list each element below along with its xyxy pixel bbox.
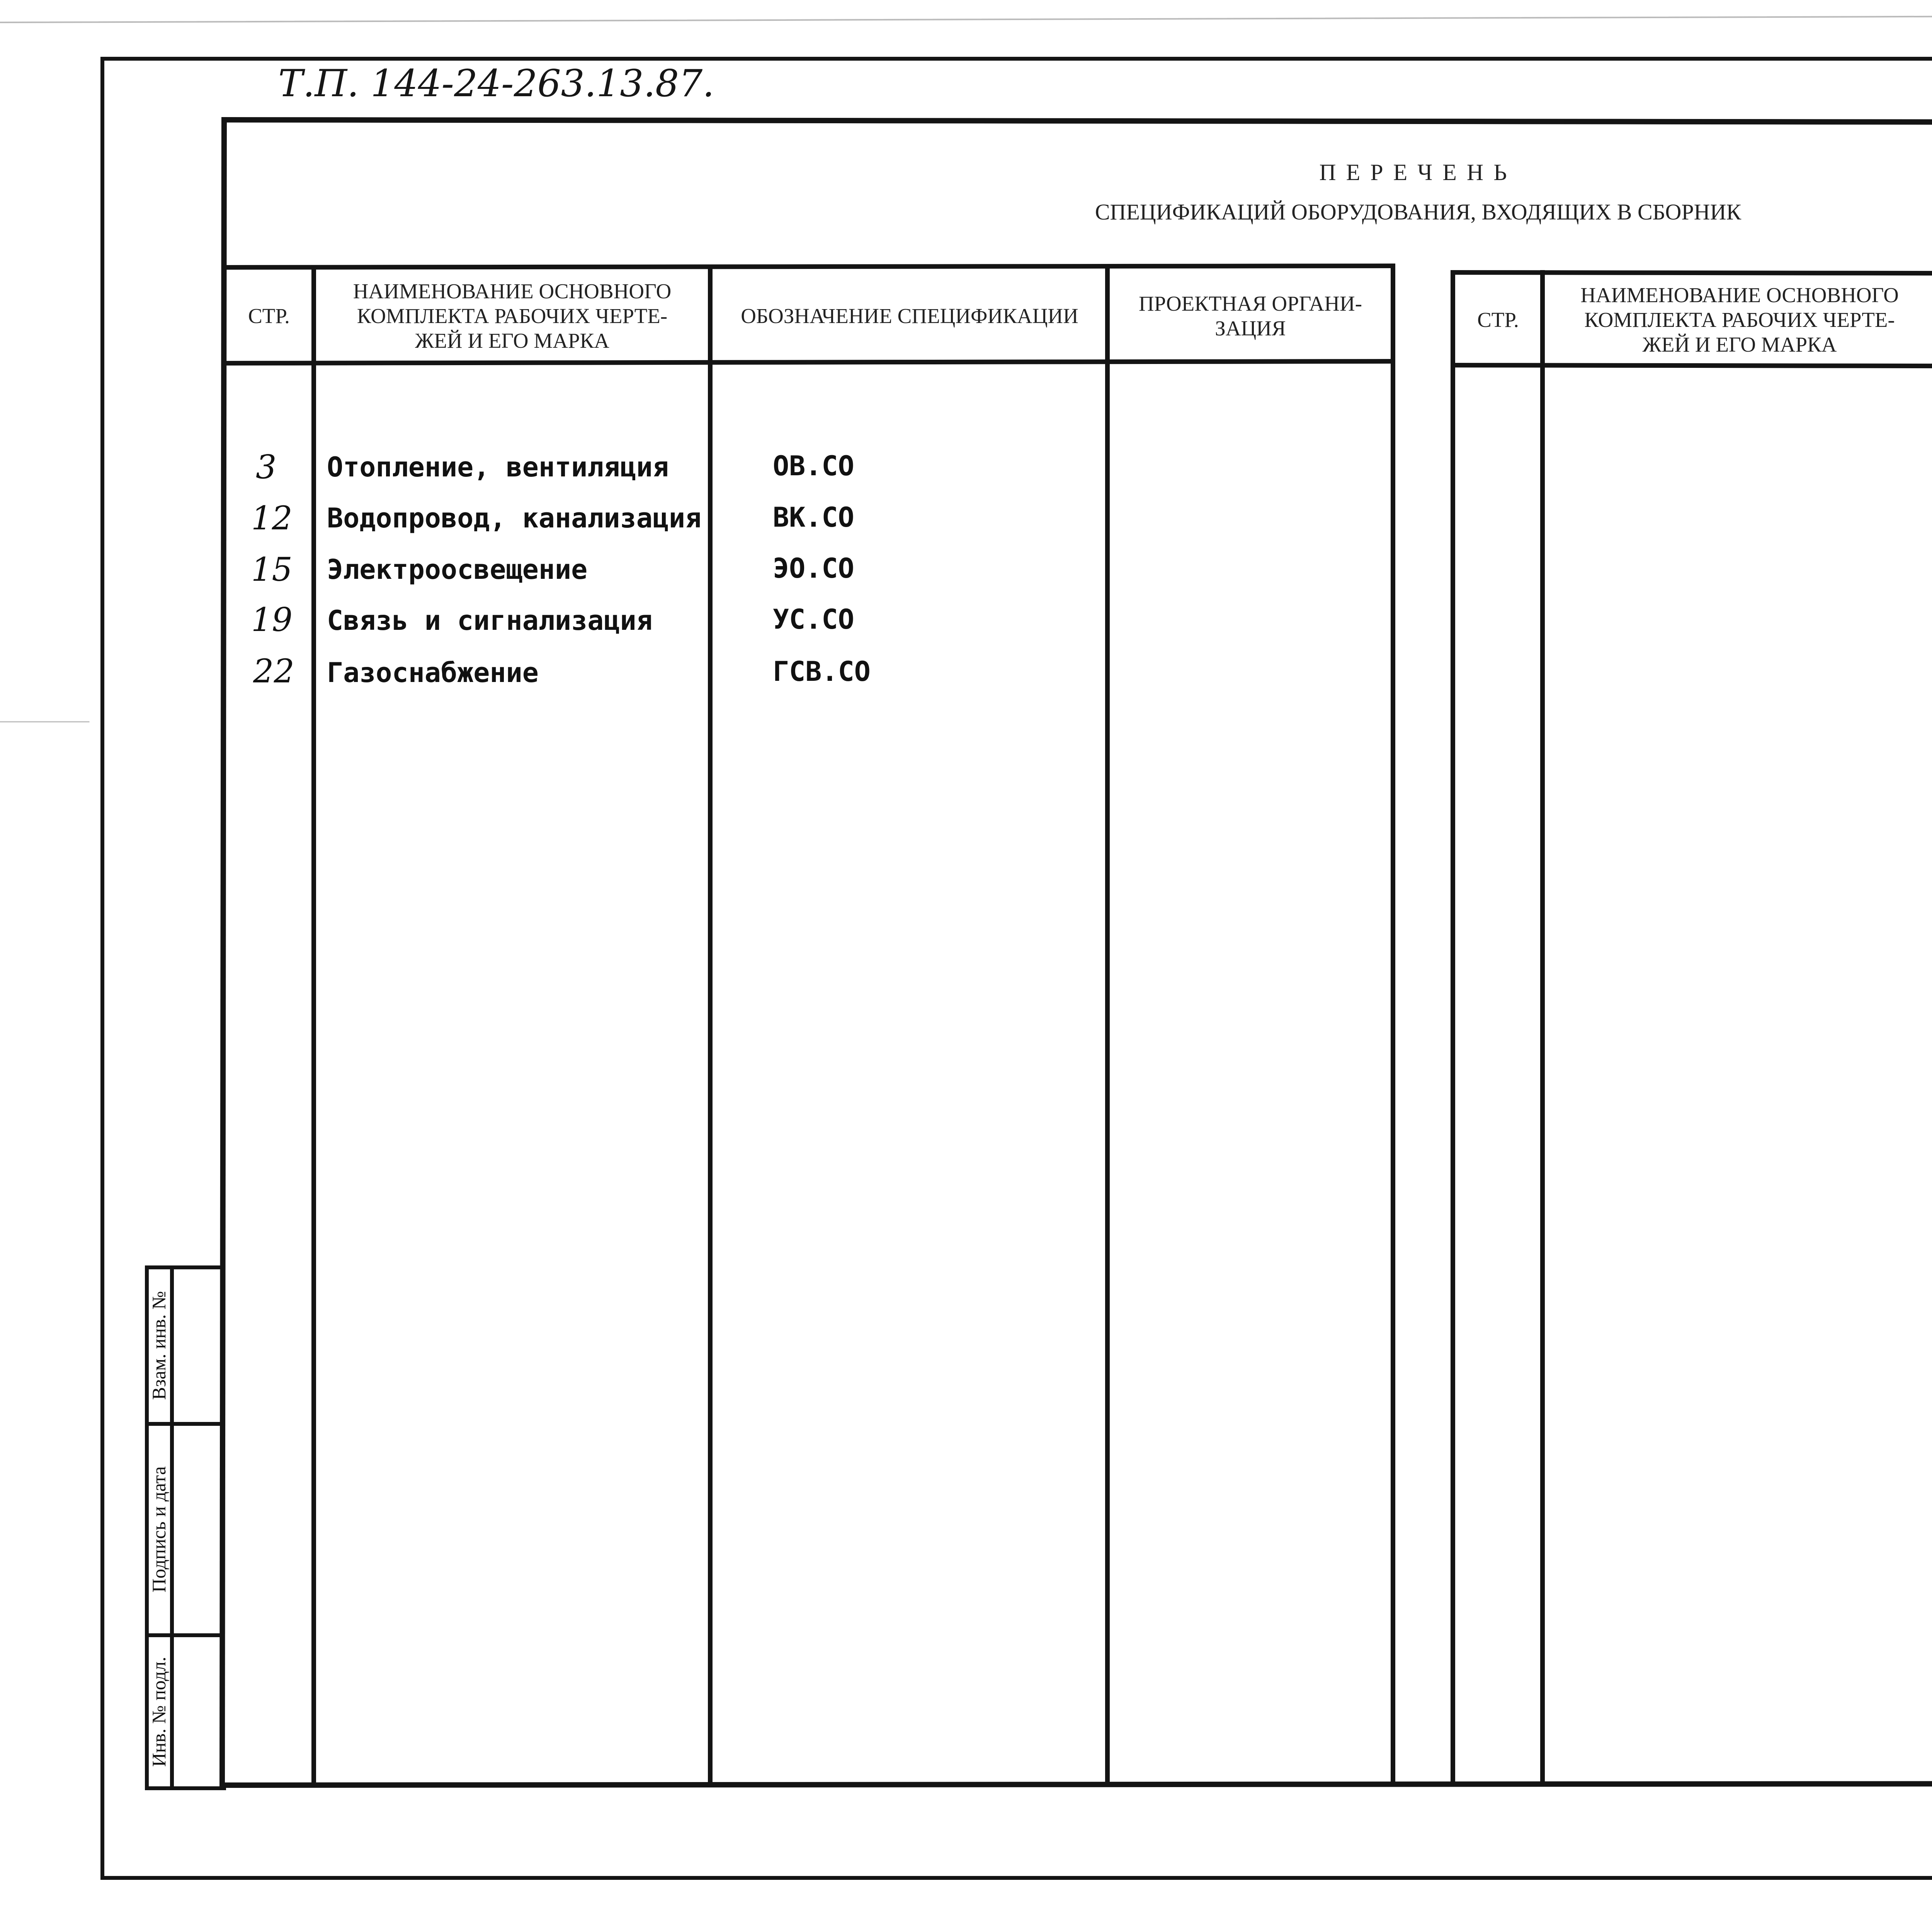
document-code: Т.П. 144-24-263.13.87. [278,62,714,105]
row-page-number: 22 [253,652,294,690]
stamp-replaced-inventory-no: Взам. инв. № [148,1291,170,1400]
row-system-name: Связь и сигнализация [327,605,653,636]
stamp-original-inventory-no: Инв. № подл. [148,1656,170,1767]
page-subtitle: СПЕЦИФИКАЦИЙ ОБОРУДОВАНИЯ, ВХОДЯЩИХ В СБОРНИК [1095,199,1742,224]
left-header-page: СТР. [248,304,290,328]
row-system-name: Водопровод, канализация [327,502,702,534]
right-header-name: НАИМЕНОВАНИЕ ОСНОВНОГО КОМПЛЕКТА РАБОЧИХ ЧЕРТЕ- ЖЕЙ И ЕГО МАРКА [1580,283,1899,356]
row-page-number: 15 [251,551,293,588]
row-spec-code: УС.СО [773,604,854,635]
left-header-code: ОБОЗНАЧЕНИЕ СПЕЦИФИКАЦИИ [741,304,1078,328]
row-page-number: 3 [256,448,277,486]
row-page-number: 19 [251,601,293,639]
stamp-signature-date: Подпись и дата [148,1466,170,1593]
left-header-organization: ПРОЕКТНАЯ ОРГАНИ- ЗАЦИЯ [1138,291,1362,340]
row-spec-code: ЭО.СО [773,553,854,584]
page-title: ПЕРЕЧЕНЬ [1319,160,1517,185]
left-header-name: НАИМЕНОВАНИЕ ОСНОВНОГО КОМПЛЕКТА РАБОЧИХ ЧЕРТЕ- ЖЕЙ И ЕГО МАРКА [353,279,672,352]
row-spec-code: ОВ.СО [773,450,854,482]
row-spec-code: ГСВ.СО [773,656,871,687]
right-header-page: СТР. [1477,308,1519,332]
row-spec-code: ВК.СО [773,502,854,533]
row-system-name: Электроосвещение [327,554,588,585]
row-system-name: Газоснабжение [327,657,539,689]
row-page-number: 12 [251,499,293,537]
row-system-name: Отопление, вентиляция [327,451,669,483]
